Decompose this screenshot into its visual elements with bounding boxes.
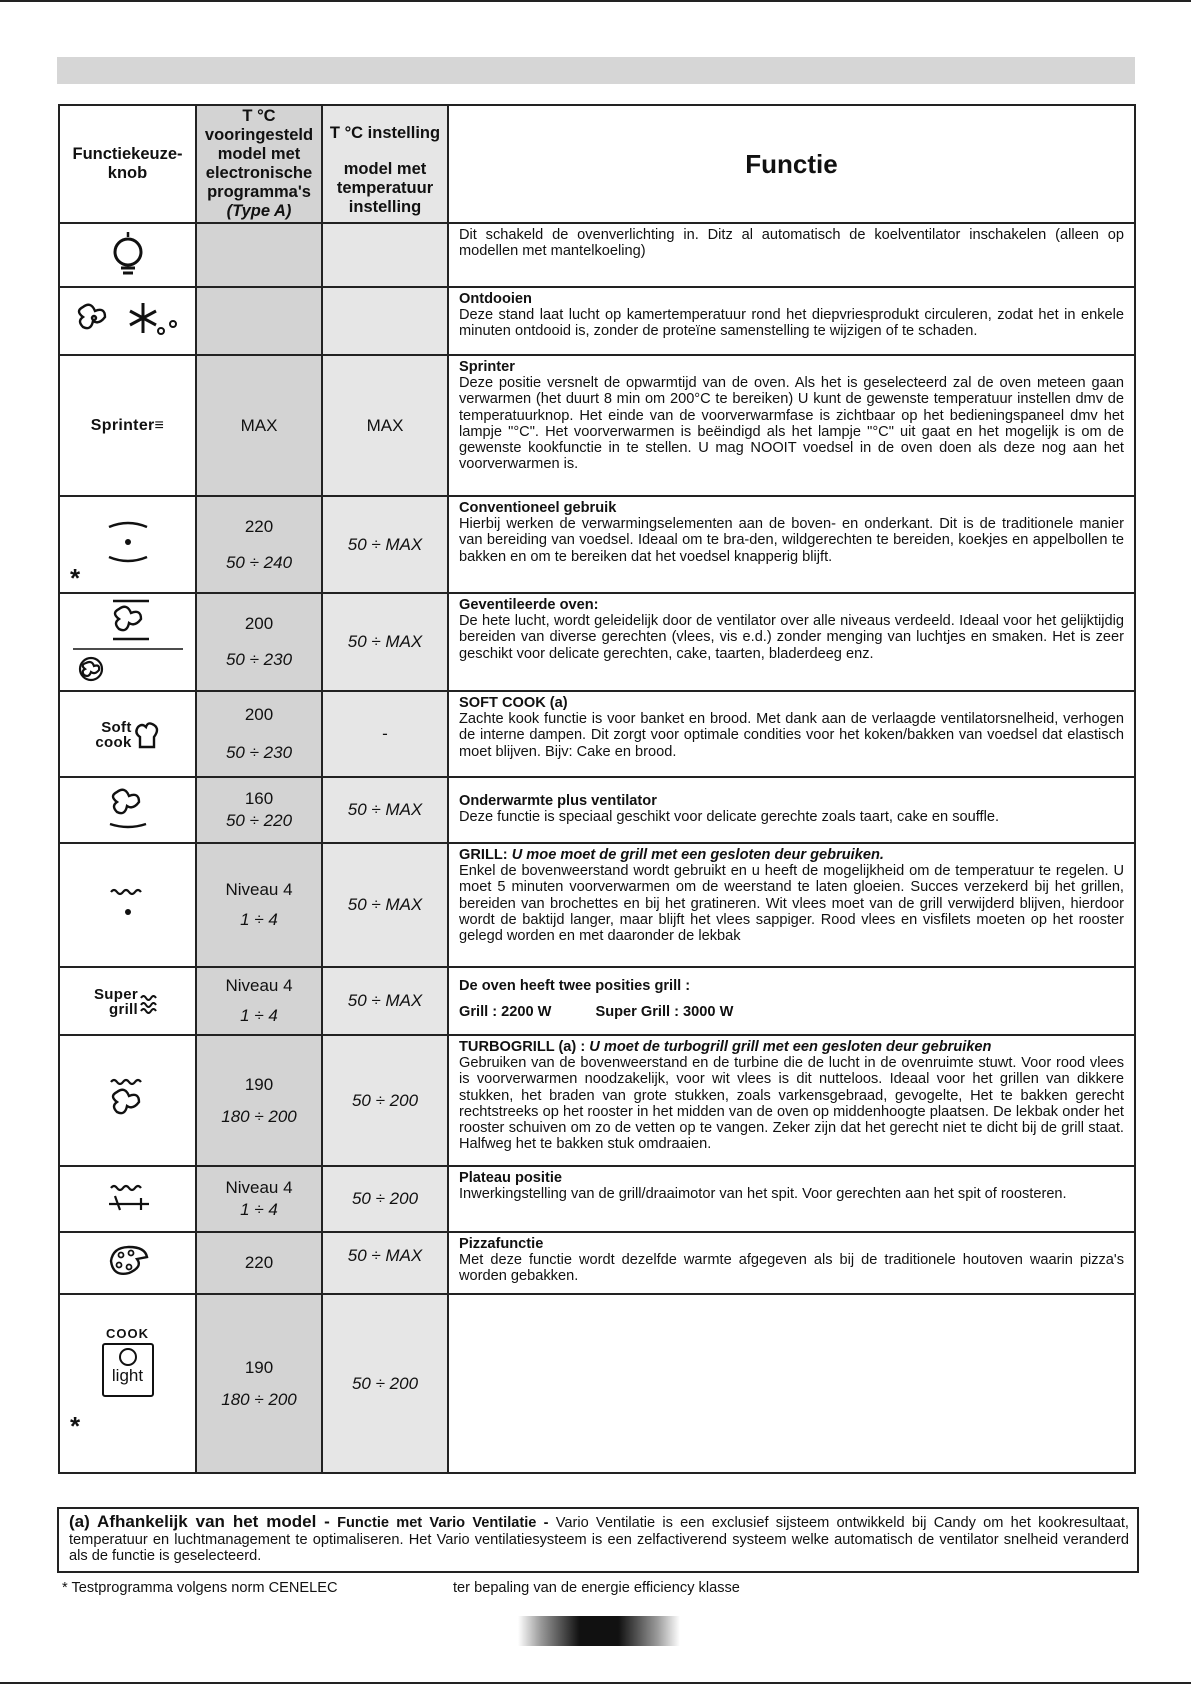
table-row [59, 1166, 1135, 1232]
table-header-row [59, 105, 1135, 223]
setting-cell [322, 223, 448, 287]
knob-cell [59, 691, 196, 777]
note-subheading: Functie met Vario Ventilatie - [337, 1515, 549, 1531]
setting-cell [322, 287, 448, 355]
header-setting-line: model met [343, 160, 427, 178]
knob-cell [59, 1232, 196, 1294]
preset-cell [196, 1232, 322, 1294]
preset-value: Niveau 4 [225, 880, 293, 899]
setting-cell [322, 496, 448, 593]
turbogrill-icon [105, 1076, 151, 1120]
setting-value: 50 ÷ MAX [347, 800, 423, 819]
table-row [59, 593, 1135, 691]
function-text [448, 843, 1135, 967]
pizza-icon [105, 1243, 151, 1279]
preset-range: 1 ÷ 4 [240, 1200, 278, 1219]
setting-cell [322, 1166, 448, 1232]
double-grill-icon [139, 990, 161, 1014]
footnote-test-program: * Testprogramma volgens norm CENELEC [62, 1580, 338, 1596]
knob-cell [59, 777, 196, 843]
spit-icon [103, 1180, 153, 1214]
setting-value: 50 ÷ MAX [347, 632, 423, 651]
super-grill-power: Super Grill : 3000 W [595, 1004, 734, 1021]
preset-cell [196, 496, 322, 593]
table-row [59, 496, 1135, 593]
row-text: Dit schakeld de ovenverlichting in. Ditz al automatisch de koelventilator inschakelen (alleen op modellen met mantelkoeling) [459, 227, 1124, 260]
row-title: Ontdooien [459, 291, 532, 307]
section-header-bar [57, 57, 1135, 84]
lamp-icon [108, 231, 148, 275]
function-text [448, 287, 1135, 355]
setting-value: MAX [366, 415, 404, 435]
row-title-emphasis: U moet de turbogrill grill met een gesloten deur gebruiken [589, 1039, 992, 1055]
fan-oven-icon [73, 595, 183, 685]
chef-hat-icon [134, 721, 160, 749]
preset-range: 50 ÷ 230 [225, 650, 293, 669]
preset-value: MAX [240, 415, 278, 435]
light-label: light [111, 1366, 144, 1385]
row-text: Inwerkingstelling van de grill/draaimotor van het spit. Voor gerechten aan het spit of roosteren. [459, 1186, 1067, 1203]
preset-range: 50 ÷ 230 [225, 743, 293, 762]
function-text [448, 967, 1135, 1035]
preset-cell [196, 1166, 322, 1232]
row-title: De oven heeft twee posities grill : [459, 978, 691, 994]
function-text [448, 593, 1135, 691]
setting-cell [322, 777, 448, 843]
setting-cell [322, 1294, 448, 1473]
row-text: Enkel de bovenweerstand wordt gebruikt en u heeft de mogelijkheid om de temperatuur te regelen. U moet 5 minuten voorverwarmen om de weerstand te laten gloeien. Succes verzekerd bij het grillen, bereiden van brochettes en bij het gratineren. Wit vlees moet van de grill verwijderd blijven, hierdoor wordt de baktijd langer, maar blijft het vlees sappiger. Rood vlees en visfilets moeten op het rooster gelegd worden en met daaronder de lekbak [459, 863, 1124, 945]
preset-range: 50 ÷ 220 [225, 811, 293, 830]
preset-range: 1 ÷ 4 [240, 910, 278, 929]
setting-value: 50 ÷ MAX [347, 534, 423, 554]
knob-cell [59, 1035, 196, 1166]
setting-value: 50 ÷ 200 [351, 1373, 419, 1393]
function-text [448, 1294, 1135, 1473]
preset-value: 160 [244, 789, 274, 808]
function-table [58, 104, 1136, 1474]
note-heading: (a) Afhankelijk van het model - [69, 1512, 330, 1531]
soft-cook-icon [95, 720, 159, 750]
cook-label: COOK [106, 1326, 149, 1341]
knob-cell [59, 843, 196, 967]
top-rule [0, 0, 1191, 2]
row-title: Onderwarmte plus ventilator [459, 792, 657, 809]
preset-value: 220 [244, 516, 274, 536]
preset-range: 1 ÷ 4 [240, 1006, 278, 1025]
setting-cell [322, 1035, 448, 1166]
preset-cell [196, 593, 322, 691]
row-text: De hete lucht, wordt geleidelijk door de ventilator over alle niveaus verdeeld. Ideaal voor het gelijktijdig bereiden van diverse gerechten (vlees, vis e.d.) zonder menging van luchtjes en smaken. Het is zeer geschikt voor delicate gerechten, cake, taarten, bladerdeeg enz. [459, 613, 1124, 662]
preset-cell [196, 223, 322, 287]
knob-cell [59, 496, 196, 593]
model-note-box [57, 1507, 1139, 1573]
row-text: Zachte kook functie is voor banket en brood. Met dank aan de verlaagde ventilatorsnelheid, verhogen de interne dampen. Dit zorgt voor optimale condities voor het koken/bakken van voedsel dat elastisch moet blijven. Bijv: Cake en brood. [459, 711, 1124, 760]
clock-icon [119, 1348, 137, 1366]
header-preset-line: model met [217, 145, 301, 163]
header-setting-line: instelling [348, 198, 422, 216]
super-grill-icon [94, 987, 161, 1017]
preset-range: 180 ÷ 200 [221, 1389, 297, 1409]
row-title: Sprinter [459, 359, 515, 375]
bottom-fan-icon [105, 786, 151, 830]
table-row [59, 843, 1135, 967]
knob-cell [59, 967, 196, 1035]
preset-value: Niveau 4 [225, 1178, 293, 1197]
cook-label: cook [95, 733, 132, 751]
header-preset-line: T °C [242, 107, 276, 125]
header-setting-line: temperatuur [336, 179, 434, 197]
knob-cell [59, 223, 196, 287]
setting-cell [322, 843, 448, 967]
test-program-star: * [70, 563, 81, 593]
preset-cell [196, 1035, 322, 1166]
header-preset-line: electronische [205, 164, 313, 182]
setting-value: 50 ÷ MAX [347, 991, 423, 1010]
knob-cell [59, 1166, 196, 1232]
knob-cell [59, 593, 196, 691]
function-text [448, 1232, 1135, 1294]
table-row [59, 223, 1135, 287]
row-title: GRILL: [459, 847, 508, 863]
row-title: Pizzafunctie [459, 1236, 544, 1252]
row-text: Deze stand laat lucht op kamertemperatuur rond het diepvriesprodukt circuleren, zodat het in enkele minuten ontdooid is, zonder de proteïne samenstelling te wijzigen of te schaden. [459, 307, 1124, 340]
setting-value: - [382, 724, 388, 743]
header-setting [322, 105, 448, 223]
conventional-icon [103, 519, 153, 565]
setting-value: 50 ÷ MAX [347, 895, 423, 914]
preset-value: Niveau 4 [225, 976, 293, 995]
grill-icon [105, 886, 151, 920]
knob-cell [59, 1294, 196, 1473]
sprinter-icon: Sprinter≡ [90, 416, 165, 434]
setting-cell [322, 1232, 448, 1294]
table-row [59, 967, 1135, 1035]
table-row [59, 287, 1135, 355]
preset-cell [196, 355, 322, 496]
setting-cell [322, 355, 448, 496]
grill-power: Grill : 2200 W [459, 1004, 552, 1021]
row-title: Conventioneel gebruik [459, 500, 617, 516]
preset-cell [196, 287, 322, 355]
row-text: Deze functie is speciaal geschikt voor delicate gerechte zoals taart, cake en souffle. [459, 809, 999, 825]
preset-cell [196, 843, 322, 967]
grill-label: grill [108, 1000, 138, 1018]
table-row [59, 691, 1135, 777]
note-text: Vario Ventilatie is een exclusief sijsteem ontwikkeld bij Candy om het kookresultaat, temperatuur en luchtmanagement te optimaliseren. Het Vario ventilatiesysteem is een zelfactiverend systeem welke automatisch de ventilator snelheid veranderd als de functie is geselecteerd. [69, 1515, 1129, 1564]
row-text: Hierbij werken de verwarmingselementen aan de boven- en onderkant. Dit is de traditionele manier van bereiding van voedsel. Ideaal om te bra-den, wildgerechten te bereiden, koekjes en appelbollen te bakken en om te bereiken dat het voedsel knapperig blijft. [459, 516, 1124, 565]
preset-value: 190 [244, 1074, 274, 1094]
function-text [448, 223, 1135, 287]
function-text [448, 355, 1135, 496]
function-text [448, 691, 1135, 777]
preset-cell [196, 777, 322, 843]
setting-value: 50 ÷ 200 [351, 1189, 419, 1208]
preset-range: 180 ÷ 200 [221, 1106, 297, 1126]
table-row [59, 355, 1135, 496]
defrost-icon [73, 299, 183, 339]
preset-value: 200 [244, 705, 274, 724]
row-title: Plateau positie [459, 1170, 562, 1186]
preset-cell [196, 691, 322, 777]
preset-cell [196, 1294, 322, 1473]
header-preset-type: (Type A) [226, 202, 292, 220]
preset-cell [196, 967, 322, 1035]
super-label: Super [93, 985, 138, 1003]
sprinter-label: Sprinter [90, 416, 155, 434]
header-preset-line: vooringesteld [204, 126, 314, 144]
header-preset-line: programma's [207, 183, 311, 201]
row-title: Geventileerde oven: [459, 597, 599, 613]
preset-value: 190 [244, 1357, 274, 1377]
header-setting-top: T °C instelling [329, 124, 441, 142]
soft-label: Soft [101, 718, 132, 736]
test-program-star: * [70, 1411, 81, 1441]
header-knob: Functiekeuze-knob [59, 105, 196, 223]
setting-cell [322, 691, 448, 777]
preset-value: 220 [244, 1253, 274, 1272]
row-title-emphasis: U moe moet de grill met een gesloten deur gebruiken. [511, 847, 884, 863]
table-row [59, 1035, 1135, 1166]
preset-range: 50 ÷ 240 [225, 552, 293, 572]
setting-value: 50 ÷ 200 [351, 1090, 419, 1110]
function-text [448, 1035, 1135, 1166]
row-text: Gebruiken van de bovenweerstand en de turbine die de lucht in de ovenruimte stuwt. Voor rood vlees is voorverwarmen noodzakelijk, voor wit vlees is dit nutteloos. Ideaal voor het grillen van dikkere stukken, het braden van grote stukken, zoals varkensgebraad, gevogelte, Het te bakken gerecht rechtstreeks op het rooster in het midden van de oven op middenhoogte plaatsen. De lekbak onder het rooster schuiven om zo de vetten op te vangen. Zeker zijn dat het gerecht niet te dicht bij de grill staat. Halfweg het te bakken stuk omdraaien. [459, 1055, 1124, 1153]
setting-cell [322, 967, 448, 1035]
row-title: TURBOGRILL (a) : [459, 1039, 586, 1055]
knob-cell [59, 287, 196, 355]
setting-value: 50 ÷ MAX [347, 1246, 423, 1265]
row-title: SOFT COOK (a) [459, 695, 568, 711]
page-number-bar [518, 1616, 680, 1646]
function-text [448, 1166, 1135, 1232]
footnote-energy-class: ter bepaling van de energie efficiency klasse [453, 1580, 740, 1596]
header-preset [196, 105, 322, 223]
table-row [59, 1232, 1135, 1294]
knob-cell [59, 355, 196, 496]
function-text [448, 777, 1135, 843]
preset-value: 200 [244, 614, 274, 633]
row-text: Met deze functie wordt dezelfde warmte afgegeven als bij de traditionele houtoven waarin pizza's worden gebakken. [459, 1252, 1124, 1285]
cook-light-icon [102, 1326, 154, 1397]
setting-cell [322, 593, 448, 691]
row-text: Deze positie versnelt de opwarmtijd van de oven. Als het is geselecteerd zal de oven meteen gaan verwarmen (het duurt 8 min om 200°C te bereiken) U kunt de gewenste temperatuur instellen dmv de temperatuurknop. Het einde van de voorverwarmfase is zichtbaar op het bedieningspaneel dmv het lampje "°C". Het voorverwarmen is beëindigd als het lampje "°C" uit gaat en het mogelijk is om de gewenste kookfunctie in te stellen. U mag NOOIT voedsel in de oven doen als deze nog aan het voorverwarmen is. [459, 375, 1124, 473]
function-text [448, 496, 1135, 593]
table-row [59, 777, 1135, 843]
table-row [59, 1294, 1135, 1473]
header-function: Functie [448, 105, 1135, 223]
bottom-rule [0, 1682, 1191, 1684]
